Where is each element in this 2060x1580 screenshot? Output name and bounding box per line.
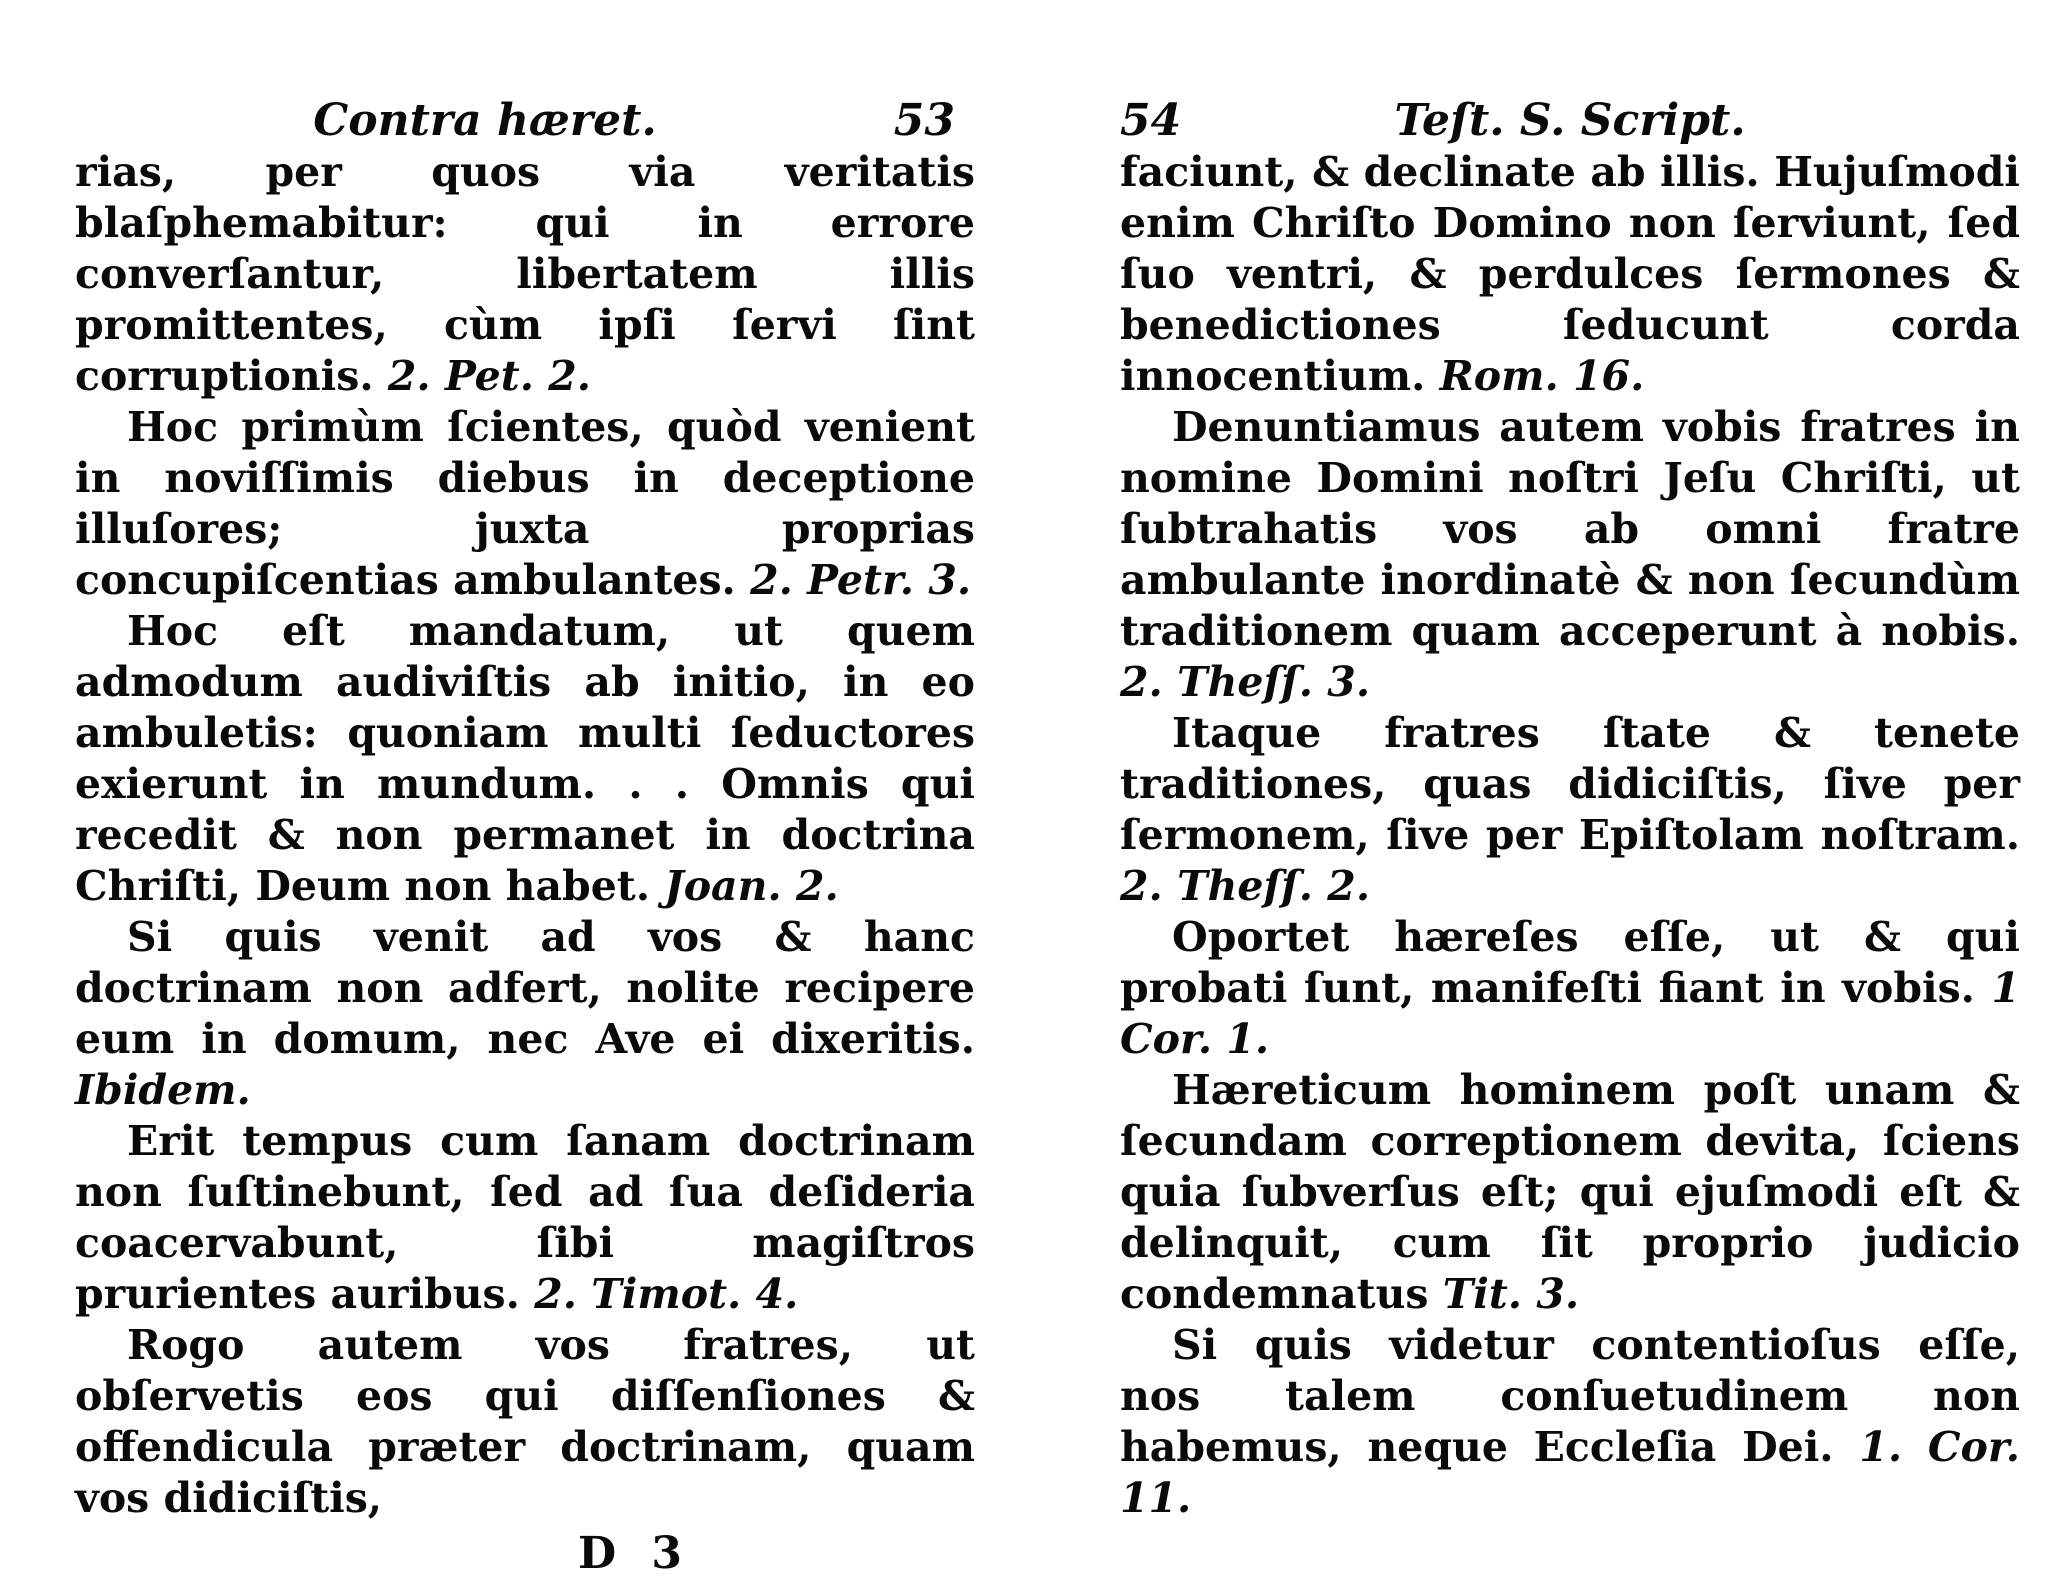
paragraph — [1120, 1320, 2020, 1524]
scripture-reference: Ibidem. — [75, 1066, 251, 1114]
running-head: Teſt. S. Script. — [1394, 95, 1746, 146]
paragraph — [75, 606, 975, 912]
paragraph — [1120, 402, 2020, 708]
scripture-reference: 1. Cor. 11. — [1120, 1423, 2021, 1522]
right-page-body — [1120, 147, 2020, 1524]
scripture-reference: 2. Theſſ. 2. — [1120, 862, 1371, 910]
scripture-reference: 2. Timot. 4. — [534, 1270, 799, 1318]
paragraph-text: rias, per quos via veritatis blaſphemabitur: qui in errore converſantur, libertatem illis promittentes, cùm ipſi ſervi ſint corruptionis. — [75, 148, 975, 400]
page-number: 54 — [1120, 95, 1182, 146]
paragraph-text: Hoc eſt mandatum, ut quem admodum audiviſtis ab initio, in eo ambuletis: quoniam multi ſeductores exierunt in mundum. . . Omnis qui recedit & non permanet in doctrina Chriſti, Deum non habet. — [75, 607, 975, 910]
page-number: 53 — [893, 95, 955, 146]
paragraph — [1120, 147, 2020, 402]
paragraph — [75, 912, 975, 1116]
paragraph-text: Hæreticum hominem poſt unam & ſecundam correptionem devita, ſciens quia ſubverſus eſt; qui ejuſmodi eſt & delinquit, cum ſit proprio judicio condemnatus — [1120, 1066, 2020, 1318]
paragraph-text: Denuntiamus autem vobis fratres in nomine Domini noſtri Jeſu Chriſti, ut ſubtrahatis vos ab omni fratre ambulante inordinatè & non ſecundùm traditionem quam acceperunt à nobis. — [1120, 403, 2020, 655]
scripture-reference: 2. Pet. 2. — [387, 352, 592, 400]
paragraph — [75, 147, 975, 402]
left-page — [75, 95, 975, 1580]
catchword-signature: D 3 — [577, 1528, 693, 1579]
paragraph-text: Erit tempus cum ſanam doctrinam non ſuſtinebunt, ſed ad ſua deſideria coacervabunt, ſibi magiſtros prurientes auribus. — [75, 1117, 975, 1318]
paragraph-text: faciunt, & declinate ab illis. Hujuſmodi enim Chriſto Domino non ſerviunt, ſed ſuo ventri, & perdulces ſermones & benedictiones ſeducunt corda innocentium. — [1120, 148, 2020, 400]
scripture-reference: Joan. 2. — [664, 862, 839, 910]
paragraph — [1120, 708, 2020, 912]
scripture-reference: Tit. 3. — [1442, 1270, 1580, 1318]
paragraph-text: Si quis venit ad vos & hanc doctrinam non adfert, nolite recipere eum in domum, nec Ave ei dixeritis. — [75, 913, 975, 1063]
scripture-reference: Rom. 16. — [1439, 352, 1645, 400]
paragraph-text: Hoc primùm ſcientes, quòd venient in noviſſimis diebus in deceptione illuſores; juxta proprias concupiſcentias ambulantes. — [75, 403, 975, 604]
paragraph — [75, 1116, 975, 1320]
scripture-reference: 2. Petr. 3. — [750, 556, 972, 604]
paragraph-text: Rogo autem vos fratres, ut obſervetis eos qui diſſenſiones & offendicula præter doctrinam, quam vos didiciſtis, — [75, 1321, 975, 1522]
paragraph — [75, 1320, 975, 1524]
paragraph — [75, 402, 975, 606]
scripture-reference: 2. Theſſ. 3. — [1120, 658, 1371, 706]
running-head: Contra hæret. — [313, 95, 657, 146]
paragraph-text: Si quis videtur contentioſus eſſe, nos talem conſuetudinem non habemus, neque Eccleſia Dei. — [1120, 1321, 2020, 1471]
paragraph-text: Oportet hæreſes eſſe, ut & qui probati ſunt, manifeſti fiant in vobis. — [1120, 913, 2020, 1012]
right-page — [1120, 95, 2020, 1524]
right-page-header — [1120, 95, 2020, 147]
scripture-reference: 1 Cor. 1. — [1120, 964, 2020, 1063]
paragraph — [1120, 1065, 2020, 1320]
left-page-header — [75, 95, 975, 147]
left-page-body — [75, 147, 975, 1524]
paragraph — [1120, 912, 2020, 1065]
paragraph-text: Itaque fratres ſtate & tenete traditiones, quas didiciſtis, ſive per ſermonem, ſive per Epiſtolam noſtram. — [1120, 709, 2020, 859]
